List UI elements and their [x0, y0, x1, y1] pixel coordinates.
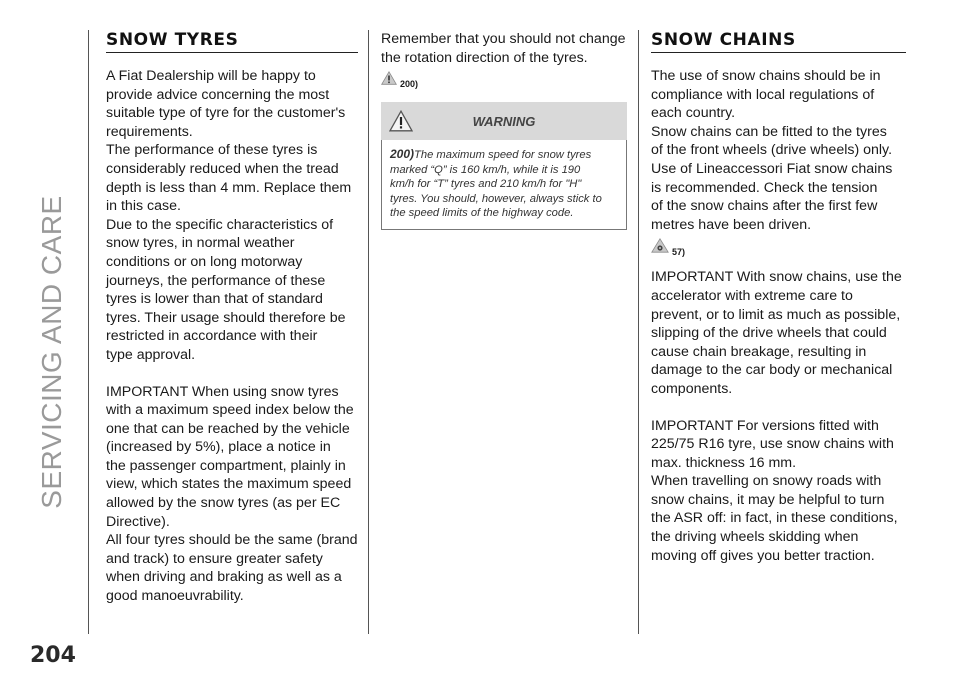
column-divider-2 [638, 30, 639, 634]
text-line: provide advice concerning the most [106, 86, 330, 103]
snow-chains-paragraph-2 [651, 268, 906, 398]
text-line: metres have been driven. [651, 216, 812, 233]
middle-column [381, 30, 631, 230]
tyre-hazard-icon [651, 238, 669, 258]
warning-title: WARNING [472, 113, 536, 129]
snow-tyres-heading: SNOW TYRES [106, 30, 358, 53]
text-line: with a maximum speed index below the [106, 402, 354, 419]
text-line: the speed limits of the highway code. [390, 207, 574, 220]
text-line: is recommended. Check the tension [651, 179, 878, 196]
reference-number: 57) [672, 247, 686, 258]
text-line: Remember that you should not change [381, 31, 626, 47]
text-line: conditions or on long motorway [106, 253, 303, 270]
reference-number: 200) [400, 79, 419, 90]
text-line: moving off gives you better traction. [651, 547, 875, 564]
text-line: IMPORTANT When using snow tyres [106, 383, 339, 400]
text-line: suitable type of tyre for the customer's [106, 105, 346, 122]
text-line: of the front wheels (drive wheels) only. [651, 142, 893, 159]
text-line: restricted in accordance with their [106, 328, 318, 345]
text-line: When travelling on snowy roads with [651, 473, 882, 490]
text-line: allowed by the snow tyres (as per EC [106, 495, 341, 512]
section-side-title: SERVICING AND CARE [36, 195, 67, 509]
text-line: The use of snow chains should be in [651, 68, 881, 84]
warning-box [381, 102, 627, 230]
rotation-note [381, 30, 631, 67]
warning-triangle-icon [389, 110, 413, 137]
text-line: the rotation direction of the tyres. [381, 49, 588, 66]
text-line: slipping of the drive wheels that could [651, 325, 887, 342]
text-line: the driving wheels skidding when [651, 529, 859, 546]
text-line: tyres. Their usage should therefore be [106, 309, 346, 326]
snow-chains-column [651, 30, 906, 565]
snow-chains-paragraph-3 [651, 417, 906, 566]
snow-tyres-paragraph-1 [106, 67, 358, 365]
text-line: requirements. [106, 123, 193, 140]
text-line: damage to the car body or mechanical [651, 362, 893, 379]
text-line: (increased by 5%), place a notice in [106, 439, 331, 456]
text-line: Use of Lineaccessori Fiat snow chains [651, 160, 893, 177]
text-line: view, which states the maximum speed [106, 476, 352, 493]
text-line: each country. [651, 105, 736, 122]
text-line: IMPORTANT With snow chains, use the [651, 269, 902, 286]
text-line: tyres. You should, however, always stick to [390, 192, 602, 205]
snow-tyres-column [106, 30, 358, 606]
text-line: The maximum speed for snow tyres [414, 149, 592, 162]
text-line: Due to the specific characteristics of [106, 216, 334, 233]
text-line: accelerator with extreme care to [651, 287, 853, 304]
text-line: of the snow chains after the first few [651, 198, 878, 215]
text-line: considerably reduced when the tread [106, 160, 339, 177]
text-line: good manoeuvrability. [106, 588, 244, 605]
text-line: max. thickness 16 mm. [651, 454, 797, 471]
text-line: the ASR off: in fact, in these conditions, [651, 510, 898, 527]
text-line: All four tyres should be the same (brand [106, 532, 358, 549]
warning-lines [390, 149, 602, 219]
text-line: snow chains, it may be helpful to turn [651, 491, 885, 508]
text-line: cause chain breakage, resulting in [651, 343, 867, 360]
column-divider-1 [368, 30, 369, 634]
text-line: components. [651, 380, 733, 397]
text-line: 225/75 R16 tyre, use snow chains with [651, 436, 894, 453]
text-line: tyres is lower than that of standard [106, 291, 323, 308]
warning-reference-number: 200) [390, 147, 415, 162]
text-line: in this case. [106, 198, 181, 215]
snow-chains-heading: SNOW CHAINS [651, 30, 906, 53]
text-line: prevent, or to limit as much as possible, [651, 306, 901, 323]
snow-chains-reference [651, 238, 906, 258]
text-line: km/h for “T” tyres and 210 km/h for "H" [390, 178, 582, 191]
text-line: The performance of these tyres is [106, 142, 318, 159]
snow-tyres-paragraph-2 [106, 383, 358, 606]
text-line: Snow chains can be fitted to the tyres [651, 123, 887, 140]
text-line: snow tyres, in normal weather [106, 235, 295, 252]
text-line: marked “Q” is 160 km/h, while it is 190 [390, 163, 581, 176]
warning-header [381, 102, 627, 140]
text-line: depth is less than 4 mm. Replace them [106, 179, 352, 196]
text-line: when driving and braking as well as a [106, 569, 342, 586]
text-line: and track) to ensure greater safety [106, 550, 323, 567]
text-line: one that can be reached by the vehicle [106, 420, 350, 437]
page-number: 204 [30, 643, 76, 668]
text-line: Directive). [106, 513, 170, 530]
text-line: A Fiat Dealership will be happy to [106, 68, 316, 84]
text-line: type approval. [106, 346, 196, 363]
text-line: compliance with local regulations of [651, 86, 875, 103]
text-line: journeys, the performance of these [106, 272, 326, 289]
text-line: the passenger compartment, plainly in [106, 457, 346, 474]
left-margin-rule [88, 30, 89, 634]
rotation-reference [381, 71, 631, 90]
warning-text [381, 140, 627, 230]
snow-chains-paragraph-1 [651, 67, 906, 234]
attention-icon [381, 71, 397, 90]
text-line: IMPORTANT For versions fitted with [651, 417, 879, 434]
